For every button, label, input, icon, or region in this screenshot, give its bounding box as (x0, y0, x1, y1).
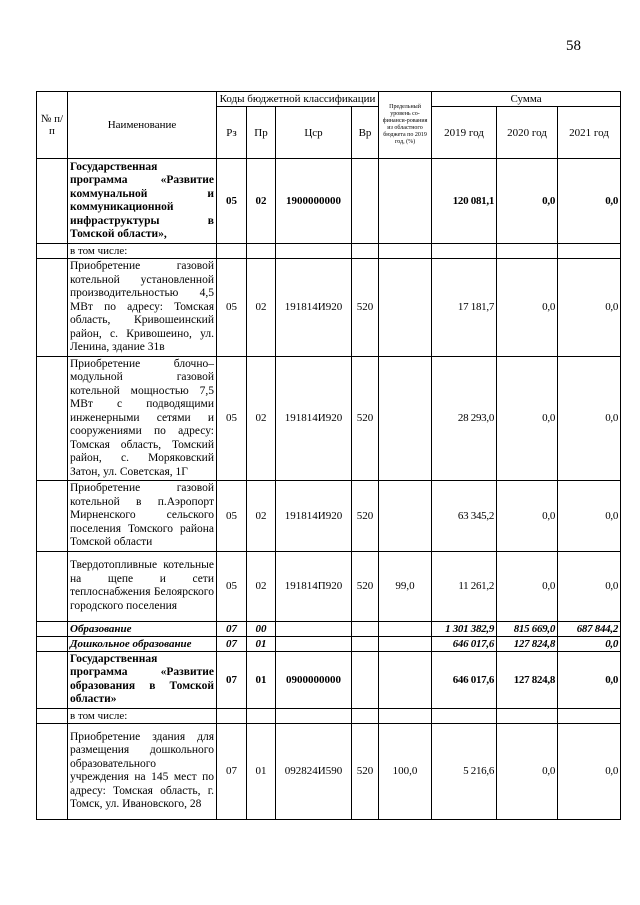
cell-2020 (497, 708, 558, 723)
cell-2021: 0,0 (558, 481, 621, 552)
header-sum: Сумма (432, 92, 621, 107)
cell-2020: 0,0 (497, 723, 558, 819)
cell-level (379, 159, 432, 244)
cell-2019: 11 261,2 (432, 551, 497, 621)
cell-2019: 120 081,1 (432, 159, 497, 244)
cell-2020: 127 824,8 (497, 636, 558, 651)
cell-level (379, 244, 432, 259)
cell-level (379, 481, 432, 552)
header-2019: 2019 год (432, 107, 497, 159)
cell-pr: 02 (247, 259, 276, 357)
cell-vr (352, 636, 379, 651)
cell-rz: 05 (217, 259, 247, 357)
cell-2019: 28 293,0 (432, 356, 497, 481)
cell-2019: 646 017,6 (432, 651, 497, 708)
cell-csr: 191814П920 (276, 551, 352, 621)
cell-csr: 191814И920 (276, 259, 352, 357)
cell-2021: 0,0 (558, 636, 621, 651)
cell-rz: 05 (217, 481, 247, 552)
cell-name: Приобретение газовой котельной установленной производительностью 4,5 МВт по адресу: Томская область, Кривошеинский район, с. Кривошеино, ул. Ленина, здание 31в (68, 259, 217, 357)
cell-csr: 092824И590 (276, 723, 352, 819)
cell-name: Государственная программа «Развитие коммунальной и коммуникационной инфраструктуры в Томской области», (68, 159, 217, 244)
cell-pr: 01 (247, 651, 276, 708)
cell-rz: 07 (217, 636, 247, 651)
cell-vr: 520 (352, 481, 379, 552)
table-row (37, 621, 621, 636)
cell-vr (352, 621, 379, 636)
cell-name: Государственная программа «Развитие образования в Томской области» (68, 651, 217, 708)
table-row (37, 259, 621, 357)
cell-csr (276, 244, 352, 259)
cell-rz: 05 (217, 159, 247, 244)
cell-level (379, 259, 432, 357)
budget-table (36, 91, 621, 820)
cell-2020: 0,0 (497, 551, 558, 621)
header-2021: 2021 год (558, 107, 621, 159)
cell-no (37, 708, 68, 723)
cell-no (37, 259, 68, 357)
cell-name: Приобретение здания для размещения дошкольного образовательного учреждения на 145 мест по адресу: Томская область, г. Томск, ул. Ивановского, 28 (68, 723, 217, 819)
cell-pr: 02 (247, 551, 276, 621)
cell-2021: 0,0 (558, 356, 621, 481)
cell-csr (276, 708, 352, 723)
cell-csr: 1900000000 (276, 159, 352, 244)
header-pr: Пр (247, 107, 276, 159)
cell-rz (217, 708, 247, 723)
cell-2021: 0,0 (558, 259, 621, 357)
cell-2019: 1 301 382,9 (432, 621, 497, 636)
cell-level: 99,0 (379, 551, 432, 621)
cell-no (37, 551, 68, 621)
cell-name: в том числе: (68, 708, 217, 723)
cell-2019: 17 181,7 (432, 259, 497, 357)
cell-vr: 520 (352, 356, 379, 481)
header-csr: Цср (276, 107, 352, 159)
table-row (37, 356, 621, 481)
header-cofinancing-level: Предельный уровень со-финанси-рования из областного бюджета по 2019 год, (%) (379, 92, 432, 159)
cell-no (37, 244, 68, 259)
cell-2019: 646 017,6 (432, 636, 497, 651)
cell-csr (276, 621, 352, 636)
cell-2019: 5 216,6 (432, 723, 497, 819)
cell-rz: 07 (217, 651, 247, 708)
cell-2020: 0,0 (497, 259, 558, 357)
cell-vr (352, 244, 379, 259)
table-row (37, 481, 621, 552)
cell-pr (247, 244, 276, 259)
cell-vr (352, 708, 379, 723)
cell-2021: 0,0 (558, 159, 621, 244)
cell-no (37, 636, 68, 651)
cell-pr: 02 (247, 159, 276, 244)
cell-name: в том числе: (68, 244, 217, 259)
cell-name: Образование (68, 621, 217, 636)
header-vr: Вр (352, 107, 379, 159)
table-row (37, 636, 621, 651)
header-codes: Коды бюджетной классификации (217, 92, 379, 107)
cell-vr (352, 651, 379, 708)
cell-csr (276, 636, 352, 651)
cell-csr: 0900000000 (276, 651, 352, 708)
header-no: № п/п (37, 92, 68, 159)
cell-pr: 01 (247, 636, 276, 651)
cell-2019 (432, 244, 497, 259)
cell-vr: 520 (352, 551, 379, 621)
table-row (37, 708, 621, 723)
cell-vr (352, 159, 379, 244)
cell-2019 (432, 708, 497, 723)
cell-level (379, 651, 432, 708)
cell-name: Приобретение газовой котельной в п.Аэропорт Мирненского сельского поселения Томского района Томской области (68, 481, 217, 552)
cell-name: Дошкольное образование (68, 636, 217, 651)
cell-2019: 63 345,2 (432, 481, 497, 552)
cell-pr (247, 708, 276, 723)
cell-pr: 01 (247, 723, 276, 819)
cell-no (37, 621, 68, 636)
cell-2021: 0,0 (558, 551, 621, 621)
cell-no (37, 723, 68, 819)
cell-level (379, 621, 432, 636)
table-row (37, 159, 621, 244)
cell-pr: 00 (247, 621, 276, 636)
cell-2021 (558, 244, 621, 259)
cell-rz (217, 244, 247, 259)
cell-rz: 07 (217, 723, 247, 819)
cell-no (37, 356, 68, 481)
cell-2020: 815 669,0 (497, 621, 558, 636)
table-row (37, 651, 621, 708)
table-row (37, 723, 621, 819)
cell-2021: 0,0 (558, 723, 621, 819)
cell-level (379, 708, 432, 723)
cell-rz: 05 (217, 551, 247, 621)
table-row (37, 244, 621, 259)
cell-level: 100,0 (379, 723, 432, 819)
table-row (37, 551, 621, 621)
cell-no (37, 481, 68, 552)
cell-2021: 687 844,2 (558, 621, 621, 636)
page-number: 58 (566, 38, 581, 54)
cell-no (37, 651, 68, 708)
cell-2020 (497, 244, 558, 259)
cell-rz: 05 (217, 356, 247, 481)
cell-vr: 520 (352, 259, 379, 357)
cell-2021 (558, 708, 621, 723)
header-rz: Рз (217, 107, 247, 159)
cell-vr: 520 (352, 723, 379, 819)
cell-level (379, 356, 432, 481)
cell-name: Твердотопливные котельные на щепе и сети теплоснабжения Белоярского городского поселения (68, 551, 217, 621)
cell-level (379, 636, 432, 651)
cell-csr: 191814И920 (276, 481, 352, 552)
cell-pr: 02 (247, 481, 276, 552)
cell-no (37, 159, 68, 244)
cell-2020: 0,0 (497, 159, 558, 244)
header-2020: 2020 год (497, 107, 558, 159)
cell-2020: 0,0 (497, 481, 558, 552)
cell-rz: 07 (217, 621, 247, 636)
header-name: Наименование (68, 92, 217, 159)
cell-pr: 02 (247, 356, 276, 481)
cell-2020: 127 824,8 (497, 651, 558, 708)
cell-csr: 191814И920 (276, 356, 352, 481)
cell-name: Приобретение блочно–модульной газовой котельной мощностью 7,5 МВт с подводящими инженерными сетями и сооружениями по адресу: Томская область, Томский район, с. Моряковский Затон, ул. Советская, 1Г (68, 356, 217, 481)
cell-2020: 0,0 (497, 356, 558, 481)
cell-2021: 0,0 (558, 651, 621, 708)
